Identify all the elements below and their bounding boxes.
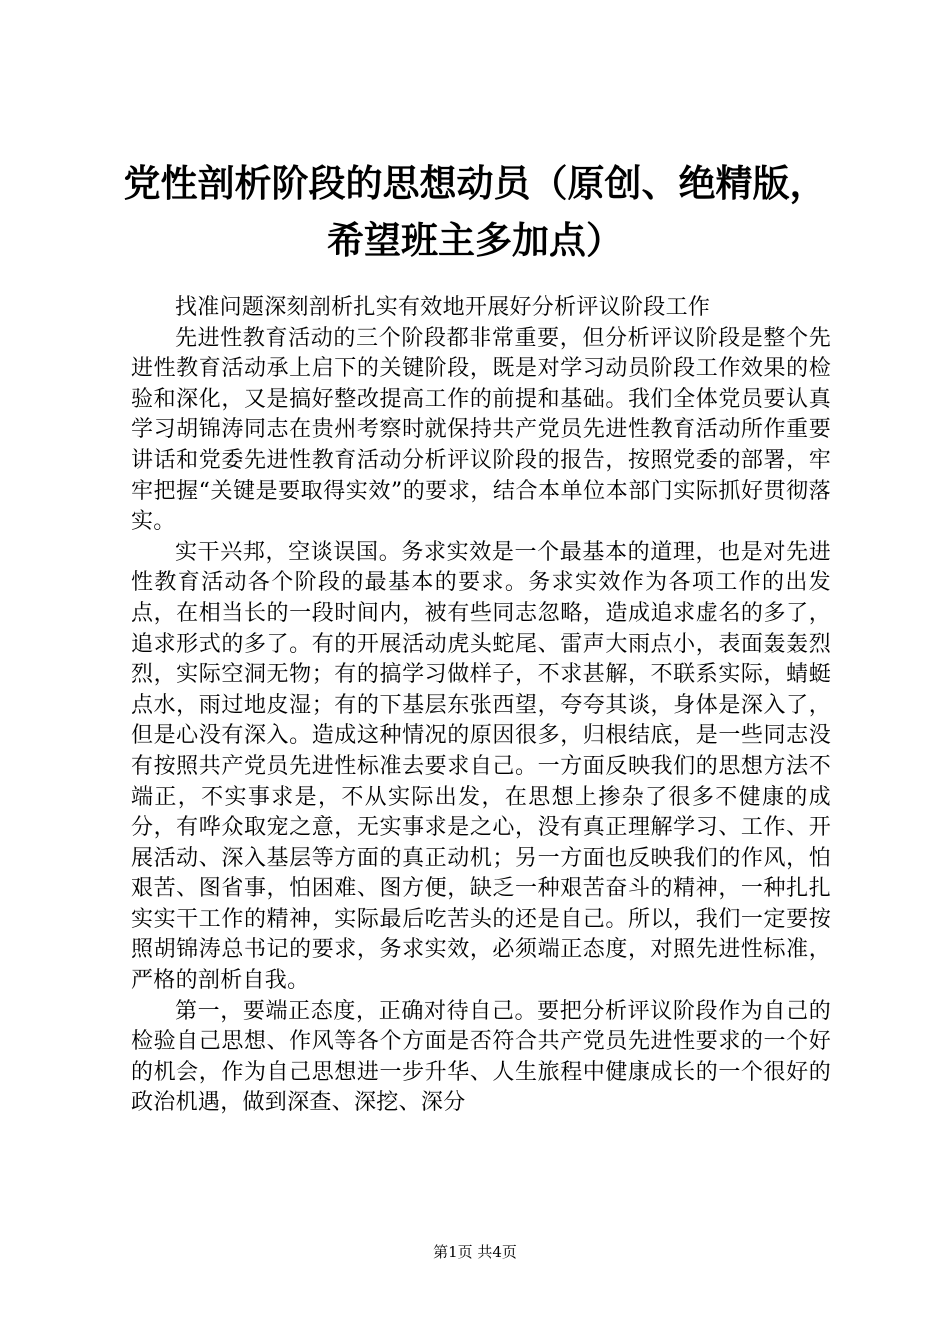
document-body [131, 293, 831, 1119]
document-subtitle: 找准问题深刻剖析扎实有效地开展好分析评议阶段工作 [175, 295, 711, 320]
paragraph: 第一，要端正态度，正确对待自己。要把分析评议阶段作为自己的检验自己思想、作风等各个方面是否符合共产党员先进性要求的一个好的机会，作为自己思想进一步升华、人生旅程中健康成长的一个很好的政治机遇，做到深查、深挖、深分 [131, 998, 831, 1116]
paragraph: 实干兴邦，空谈误国。务求实效是一个最基本的道理，也是对先进性教育活动各个阶段的最基本的要求。务求实效作为各项工作的出发点，在相当长的一段时间内，被有些同志忽略，造成追求虚名的多了，追求形式的多了。有的开展活动虎头蛇尾、雷声大雨点小，表面轰轰烈烈，实际空洞无物；有的搞学习做样子，不求甚解，不联系实际，蜻蜓点水，雨过地皮湿；有的下基层东张西望，夸夸其谈，身体是深入了，但是心没有深入。造成这种情况的原因很多，归根结底，是一些同志没有按照共产党员先进性标准去要求自己。一方面反映我们的思想方法不端正，不实事求是，不从实际出发，在思想上掺杂了很多不健康的成分，有哗众取宠之意，无实事求是之心，没有真正理解学习、工作、开展活动、深入基层等方面的真正动机；另一方面也反映我们的作风，怕艰苦、图省事，怕困难、图方便，缺乏一种艰苦奋斗的精神，一种扎扎实实干工作的精神，实际最后吃苦头的还是自己。所以，我们一定要按照胡锦涛总书记的要求，务求实效，必须端正态度，对照先进性标准，严格的剖析自我。 [131, 539, 831, 994]
paragraph: 先进性教育活动的三个阶段都非常重要，但分析评议阶段是整个先进性教育活动承上启下的关键阶段，既是对学习动员阶段工作效果的检验和深化，又是搞好整改提高工作的前提和基础。我们全体党员要认真学习胡锦涛同志在贵州考察时就保持共产党员先进性教育活动所作重要讲话和党委先进性教育活动分析评议阶段的报告，按照党委的部署，牢牢把握“关键是要取得实效”的要求，结合本单位本部门实际抓好贯彻落实。 [131, 325, 831, 535]
document-title: 党性剖析阶段的思想动员（原创、绝精版，希望班主多加点） [123, 162, 827, 262]
page-number-footer: 第1页 共4页 [433, 1243, 517, 1261]
